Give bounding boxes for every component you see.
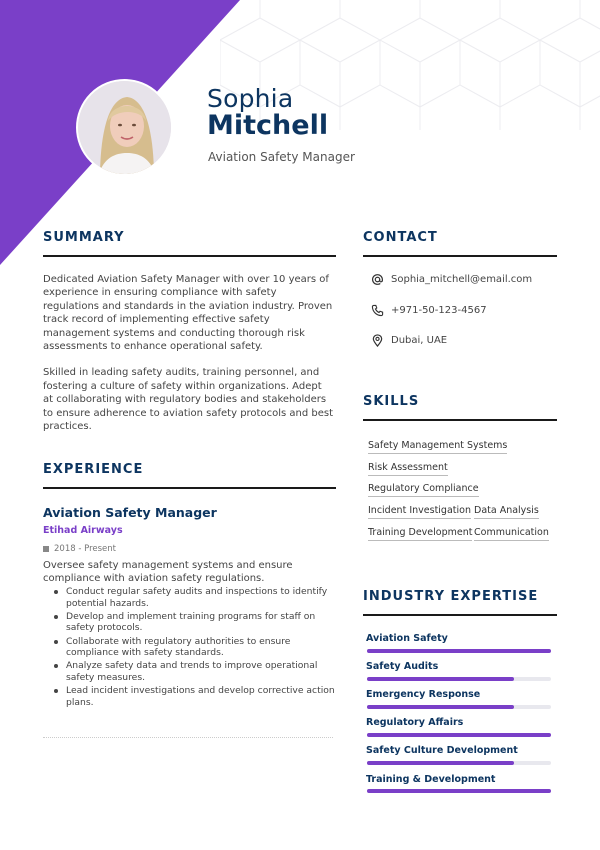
skill-tag: Incident Investigation <box>368 505 471 519</box>
expertise-bar-fill <box>367 677 514 681</box>
calendar-icon <box>43 546 49 552</box>
job-dates-text: 2018 - Present <box>54 544 116 554</box>
at-icon <box>371 273 384 286</box>
contact-email[interactable] <box>371 273 532 286</box>
job-bullet: Analyze safety data and trends to improve operational safety measures. <box>52 660 337 683</box>
expertise-label: Training & Development <box>366 774 496 785</box>
expertise-bar <box>367 649 551 653</box>
summary-paragraph: Dedicated Aviation Safety Manager with over 10 years of experience in ensuring compliance with safety regulations and standards in the aviation industry. Proven track record of implementing effective safety management systems and conducting thorough risk assessments to enhance operational safety. <box>43 274 333 353</box>
skills-heading: SKILLS <box>363 394 420 409</box>
experience-heading: EXPERIENCE <box>43 462 144 477</box>
expertise-label: Aviation Safety <box>366 633 448 644</box>
summary-divider <box>43 255 336 257</box>
company-name: Etihad Airways <box>43 525 123 536</box>
avatar <box>76 79 173 176</box>
contact-divider <box>363 255 557 257</box>
expertise-bar-fill <box>367 761 514 765</box>
skill-tag: Training Development <box>368 527 472 541</box>
experience-end-divider <box>43 737 333 738</box>
job-bullet: Collaborate with regulatory authorities to ensure compliance with safety standards. <box>52 636 337 659</box>
profile-photo <box>78 81 173 176</box>
phone-text: +971-50-123-4567 <box>391 305 487 316</box>
email-text: Sophia_mitchell@email.com <box>391 274 533 285</box>
contact-location <box>371 334 447 347</box>
job-bullet: Lead incident investigations and develop corrective action plans. <box>52 685 337 708</box>
expertise-bar <box>367 761 551 765</box>
expertise-label: Safety Culture Development <box>366 745 518 756</box>
skill-tag: Data Analysis <box>474 505 539 519</box>
summary-paragraph: Skilled in leading safety audits, training personnel, and fostering a culture of safety within organizations. Adept at collaborating with regulatory bodies and stakeholders to ensure adherence to aviation safety protocols and best practices. <box>43 367 333 433</box>
job-role: Aviation Safety Manager <box>43 505 217 520</box>
job-title: Aviation Safety Manager <box>208 150 355 164</box>
skill-tag: Risk Assessment <box>368 462 448 476</box>
expertise-label: Regulatory Affairs <box>366 717 464 728</box>
job-bullet: Conduct regular safety audits and inspections to identify potential hazards. <box>52 586 337 609</box>
expertise-divider <box>363 614 557 616</box>
job-description: Oversee safety management systems and ensure compliance with aviation safety regulations. <box>43 560 293 585</box>
expertise-bar-fill <box>367 789 551 793</box>
skill-tag: Communication <box>474 527 549 541</box>
expertise-bar <box>367 733 551 737</box>
expertise-heading: INDUSTRY EXPERTISE <box>363 589 539 604</box>
summary-text <box>43 273 333 433</box>
job-bullets <box>52 586 337 710</box>
phone-icon <box>371 304 384 317</box>
last-name: Mitchell <box>207 110 329 141</box>
expertise-bar-fill <box>367 649 551 653</box>
contact-phone[interactable] <box>371 304 487 317</box>
expertise-label: Emergency Response <box>366 689 481 700</box>
expertise-bar <box>367 705 551 709</box>
experience-divider <box>43 487 336 489</box>
first-name: Sophia <box>207 84 294 113</box>
contact-heading: CONTACT <box>363 230 438 245</box>
skills-divider <box>363 419 557 421</box>
skill-tag: Safety Management Systems <box>368 440 507 454</box>
job-bullet: Develop and implement training programs for staff on safety protocols. <box>52 611 337 634</box>
expertise-bar <box>367 789 551 793</box>
expertise-bar-fill <box>367 733 551 737</box>
expertise-label: Safety Audits <box>366 661 439 672</box>
job-dates <box>43 544 116 554</box>
summary-heading: SUMMARY <box>43 230 125 245</box>
expertise-bar-fill <box>367 705 514 709</box>
skill-tag: Regulatory Compliance <box>368 483 479 497</box>
expertise-bar <box>367 677 551 681</box>
location-text: Dubai, UAE <box>391 335 448 346</box>
location-pin-icon <box>371 334 384 347</box>
